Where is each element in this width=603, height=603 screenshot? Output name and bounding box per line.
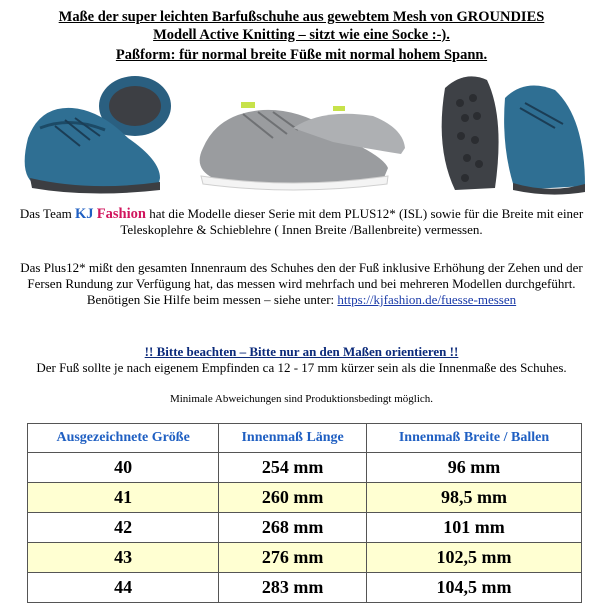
table-row xyxy=(28,513,582,543)
cell-length: 283 mm xyxy=(219,573,367,603)
plus12-paragraph xyxy=(10,260,593,308)
cell-length: 260 mm xyxy=(219,483,367,513)
table-row xyxy=(28,483,582,513)
cell-size: 42 xyxy=(28,513,219,543)
cell-width: 104,5 mm xyxy=(366,573,581,603)
cell-length: 254 mm xyxy=(219,453,367,483)
deviation-note: Minimale Abweichungen sind Produktionsbedingt möglich. xyxy=(169,393,434,405)
help-prefix: Benötigen Sie Hilfe beim messen – siehe unter: xyxy=(86,292,338,307)
cell-size: 44 xyxy=(28,573,219,603)
size-table xyxy=(27,423,582,603)
product-photos xyxy=(0,68,603,200)
intro-text-before: Das Team xyxy=(19,206,75,221)
table-row xyxy=(28,543,582,573)
fit-notice: Der Fuß sollte je nach eigenem Empfinden ca 12 - 17 mm kürzer sein als die Innenmaße des Schuhes. xyxy=(36,360,567,375)
cell-width: 98,5 mm xyxy=(366,483,581,513)
plus12-text: Das Plus12* mißt den gesamten Innenraum des Schuhes den der Fuß inklusive Erhöhung der Zehen und der Fersen Rundung zur Verfügung hat, das messen wird mehrfach und bei mehreren Modellen durchgeführt. xyxy=(20,260,583,291)
brand-kj: KJ xyxy=(75,206,94,222)
cell-size: 43 xyxy=(28,543,219,573)
table-header-row xyxy=(28,424,582,453)
title-line-3: Paßform: für normal breite Füße mit normal hohem Spann. xyxy=(115,47,488,63)
warning-line xyxy=(10,344,593,360)
cell-size: 40 xyxy=(28,453,219,483)
cell-length: 268 mm xyxy=(219,513,367,543)
table-row xyxy=(28,453,582,483)
cell-width: 102,5 mm xyxy=(366,543,581,573)
intro-paragraph xyxy=(10,206,593,238)
header-length: Innenmaß Länge xyxy=(219,424,367,453)
cell-width: 96 mm xyxy=(366,453,581,483)
grey-shoe-pair-image xyxy=(183,68,408,198)
cell-size: 41 xyxy=(28,483,219,513)
blue-shoe-pair-image xyxy=(10,68,180,198)
title-line-2: Modell Active Knitting – sitzt wie eine Socke :-). xyxy=(153,27,450,43)
table-row xyxy=(28,573,582,603)
cell-width: 101 mm xyxy=(366,513,581,543)
warning-text: !! Bitte beachten – Bitte nur an den Maßen orientieren !! xyxy=(144,344,459,359)
intro-text-after: hat die Modelle dieser Serie mit dem PLUS12* (ISL) sowie für die Breite mit einer Teleskoplehre & Schieblehre ( Innen Breite /Ballenbreite) vermessen. xyxy=(120,206,584,237)
header-size: Ausgezeichnete Größe xyxy=(28,424,219,453)
title-line-1: Maße der super leichten Barfußschuhe aus gewebtem Mesh von GROUNDIES xyxy=(58,9,545,25)
cell-length: 276 mm xyxy=(219,543,367,573)
header-width: Innenmaß Breite / Ballen xyxy=(366,424,581,453)
measuring-help-link[interactable]: https://kjfashion.de/fuesse-messen xyxy=(337,292,517,307)
shoe-sole-image xyxy=(425,68,595,198)
brand-fashion: Fashion xyxy=(96,206,146,222)
